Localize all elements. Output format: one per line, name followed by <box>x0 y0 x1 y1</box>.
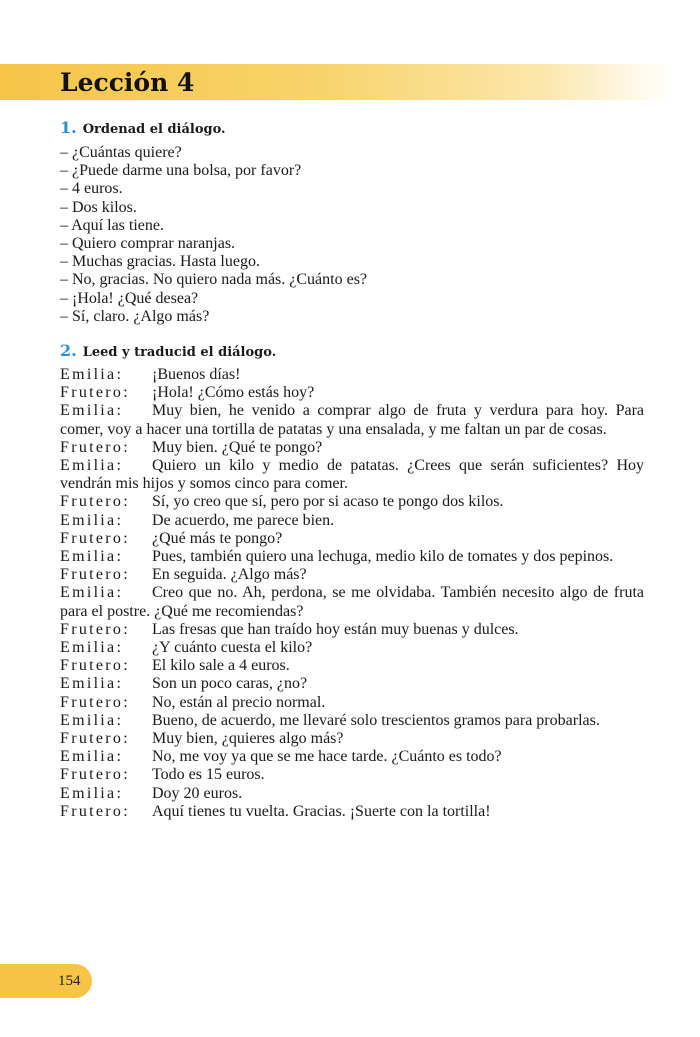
speaker-name: Emilia: <box>60 675 124 693</box>
speaker-name: Emilia: <box>60 711 124 729</box>
turn-text: Muy bien. ¿Qué te pongo? <box>152 438 323 456</box>
dialogue-turn <box>60 366 644 384</box>
exercise-2-title: Leed y traducid el diálogo. <box>82 345 277 360</box>
dialogue-turn <box>60 657 644 675</box>
exercise-2-heading <box>60 342 276 362</box>
dialogue-line: – ¿Puede darme una bolsa, por favor? <box>60 162 302 180</box>
speaker-name: Emilia: <box>60 639 124 657</box>
dialogue-turn <box>60 384 644 402</box>
exercise-2-number: 2. <box>60 341 77 360</box>
speaker-name: Emilia: <box>60 784 124 802</box>
turn-text: ¿Qué más te pongo? <box>152 529 283 547</box>
dialogue-turn <box>60 402 644 438</box>
dialogue-line: – Aquí las tiene. <box>60 216 164 234</box>
turn-text: ¡Hola! ¿Cómo estás hoy? <box>152 384 315 402</box>
dialogue-turn <box>60 457 644 493</box>
page-number: 154 <box>58 973 81 989</box>
dialogue-turn <box>60 639 644 657</box>
dialogue-turn <box>60 785 644 803</box>
speaker-name: Frutero: <box>60 620 130 638</box>
turn-text: Aquí tienes tu vuelta. Gracias. ¡Suerte con la tortilla! <box>152 802 491 820</box>
turn-text: Son un poco caras, ¿no? <box>152 675 308 693</box>
turn-text: En seguida. ¿Algo más? <box>152 566 307 584</box>
dialogue-turn <box>60 493 644 511</box>
dialogue-line: – Dos kilos. <box>60 198 137 216</box>
dialogue-turn <box>60 439 644 457</box>
speaker-name: Emilia: <box>60 402 124 420</box>
turn-text: Sí, yo creo que sí, pero por si acaso te pongo dos kilos. <box>152 493 504 511</box>
exercise-1-lines <box>60 144 650 326</box>
speaker-name: Frutero: <box>60 493 130 511</box>
dialogue-turn <box>60 566 644 584</box>
turn-text: ¡Buenos días! <box>152 366 241 383</box>
exercise-1-title: Ordenad el diálogo. <box>82 122 226 137</box>
dialogue-line: – Quiero comprar naranjas. <box>60 235 236 253</box>
speaker-name: Frutero: <box>60 384 130 402</box>
turn-text: Las fresas que han traído hoy están muy buenas y dulces. <box>152 620 519 638</box>
turn-text: Doy 20 euros. <box>152 784 243 802</box>
turn-text: Quiero un kilo y medio de patatas. ¿Crees que serán suficientes? Hoy vendrán mis hijos y somos cinco para comer. <box>60 457 644 493</box>
lesson-title: Lección 4 <box>60 68 195 97</box>
dialogue-line: – Sí, claro. ¿Algo más? <box>60 307 210 325</box>
dialogue-line: – 4 euros. <box>60 180 123 198</box>
turn-text: No, están al precio normal. <box>152 693 326 711</box>
dialogue-turn <box>60 694 644 712</box>
dialogue-turn <box>60 803 644 821</box>
dialogue-turn <box>60 530 644 548</box>
speaker-name: Frutero: <box>60 566 130 584</box>
speaker-name: Frutero: <box>60 766 130 784</box>
turn-text: Muy bien, ¿quieres algo más? <box>152 730 344 748</box>
dialogue-line: – ¿Cuántas quiere? <box>60 144 182 161</box>
dialogue-line: – Muchas gracias. Hasta luego. <box>60 253 260 271</box>
speaker-name: Frutero: <box>60 529 130 547</box>
dialogue-line: – No, gracias. No quiero nada más. ¿Cuánto es? <box>60 271 368 289</box>
speaker-name: Emilia: <box>60 511 124 529</box>
speaker-name: Frutero: <box>60 730 130 748</box>
dialogue-turn <box>60 748 644 766</box>
turn-text: Muy bien, he venido a comprar algo de fruta y verdura para hoy. Para comer, voy a hacer una tortilla de patatas y una ensalada, y me faltan un par de cosas. <box>60 402 644 438</box>
turn-text: De acuerdo, me parece bien. <box>152 511 335 529</box>
exercise-1-heading <box>60 119 226 139</box>
speaker-name: Frutero: <box>60 802 130 820</box>
turn-text: Creo que no. Ah, perdona, se me olvidaba. También necesito algo de fruta para el postre. ¿Qué me recomiendas? <box>60 584 644 620</box>
speaker-name: Emilia: <box>60 748 124 766</box>
dialogue-turn <box>60 730 644 748</box>
speaker-name: Emilia: <box>60 366 124 383</box>
dialogue-turn <box>60 712 644 730</box>
dialogue-turn <box>60 512 644 530</box>
speaker-name: Frutero: <box>60 693 130 711</box>
exercise-2-dialogue <box>60 366 644 821</box>
speaker-name: Emilia: <box>60 548 124 566</box>
dialogue-turn <box>60 548 644 566</box>
dialogue-turn <box>60 766 644 784</box>
turn-text: Bueno, de acuerdo, me llevaré solo trescientos gramos para probarlas. <box>152 711 600 729</box>
speaker-name: Emilia: <box>60 457 124 475</box>
dialogue-turn <box>60 675 644 693</box>
turn-text: Todo es 15 euros. <box>152 766 265 784</box>
speaker-name: Emilia: <box>60 584 124 602</box>
turn-text: No, me voy ya que se me hace tarde. ¿Cuánto es todo? <box>152 748 502 766</box>
exercise-1-number: 1. <box>60 118 77 137</box>
turn-text: Pues, también quiero una lechuga, medio kilo de tomates y dos pepinos. <box>152 548 614 566</box>
turn-text: El kilo sale a 4 euros. <box>152 657 290 675</box>
dialogue-turn <box>60 621 644 639</box>
speaker-name: Frutero: <box>60 657 130 675</box>
dialogue-line: – ¡Hola! ¿Qué desea? <box>60 289 199 307</box>
dialogue-turn <box>60 584 644 620</box>
turn-text: ¿Y cuánto cuesta el kilo? <box>152 639 313 657</box>
speaker-name: Frutero: <box>60 438 130 456</box>
